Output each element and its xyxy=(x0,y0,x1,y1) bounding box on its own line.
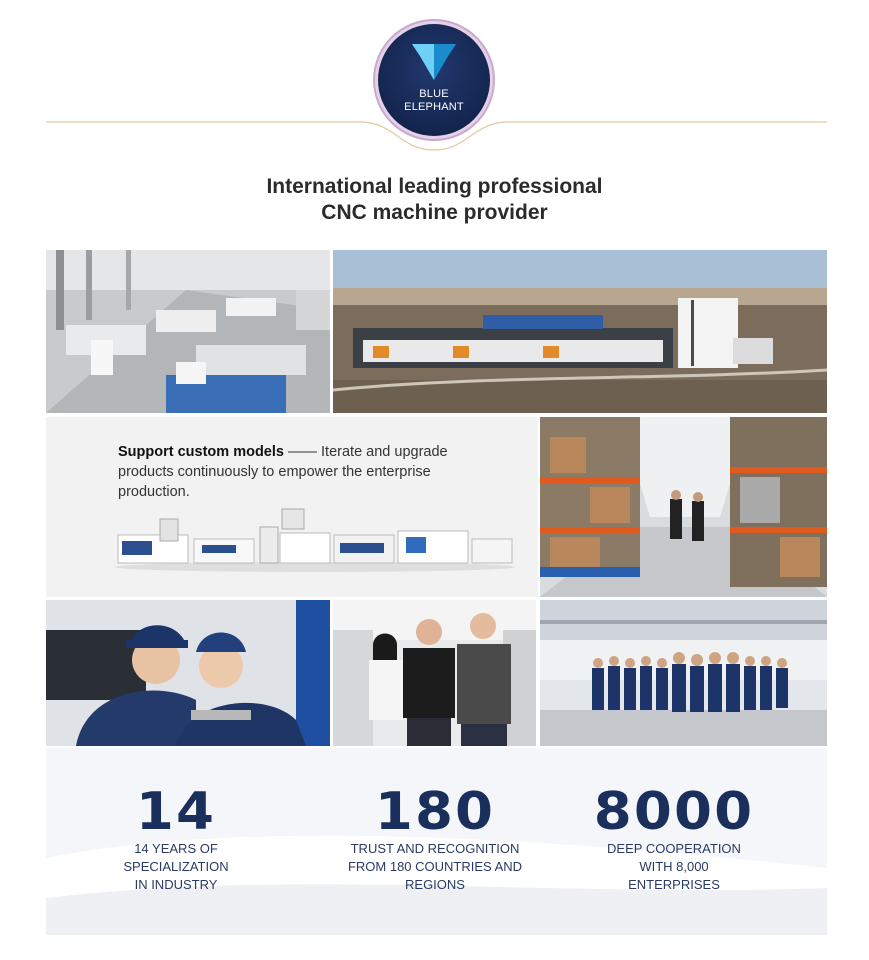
team-photo xyxy=(540,600,827,746)
machine-lineup-illustration xyxy=(110,505,520,575)
custom-models-body: Iterate and upgrade products continuously to empower the enterprise production. xyxy=(118,444,448,500)
stat-countries-number: 180 xyxy=(374,782,496,842)
workshop-photo xyxy=(46,250,330,413)
stats-panel xyxy=(46,748,827,935)
stat-enterprises-caption: DEEP COOPERATION WITH 8,000 ENTERPRISES xyxy=(607,841,741,892)
stat-years-caption: 14 YEARS OF SPECIALIZATION IN INDUSTRY xyxy=(123,841,229,892)
custom-models-title: Support custom models xyxy=(118,444,284,460)
brand-name: BLUE ELEPHANT xyxy=(404,88,464,113)
page-title: International leading professional CNC machine provider xyxy=(266,175,603,224)
stat-enterprises-number: 8000 xyxy=(593,782,755,842)
warehouse-photo xyxy=(540,417,827,597)
custom-models-description: Support custom models —— Iterate and upgrade products continuously to empower the enterprise production. xyxy=(118,444,448,500)
stat-years-number: 14 xyxy=(135,782,217,842)
diamond-logo-icon xyxy=(408,40,460,84)
stat-countries-caption: TRUST AND RECOGNITION FROM 180 COUNTRIES AND REGIONS xyxy=(347,841,523,892)
factory-aerial-photo xyxy=(333,250,827,413)
visitors-photo xyxy=(333,600,536,746)
engineers-photo xyxy=(46,600,330,746)
